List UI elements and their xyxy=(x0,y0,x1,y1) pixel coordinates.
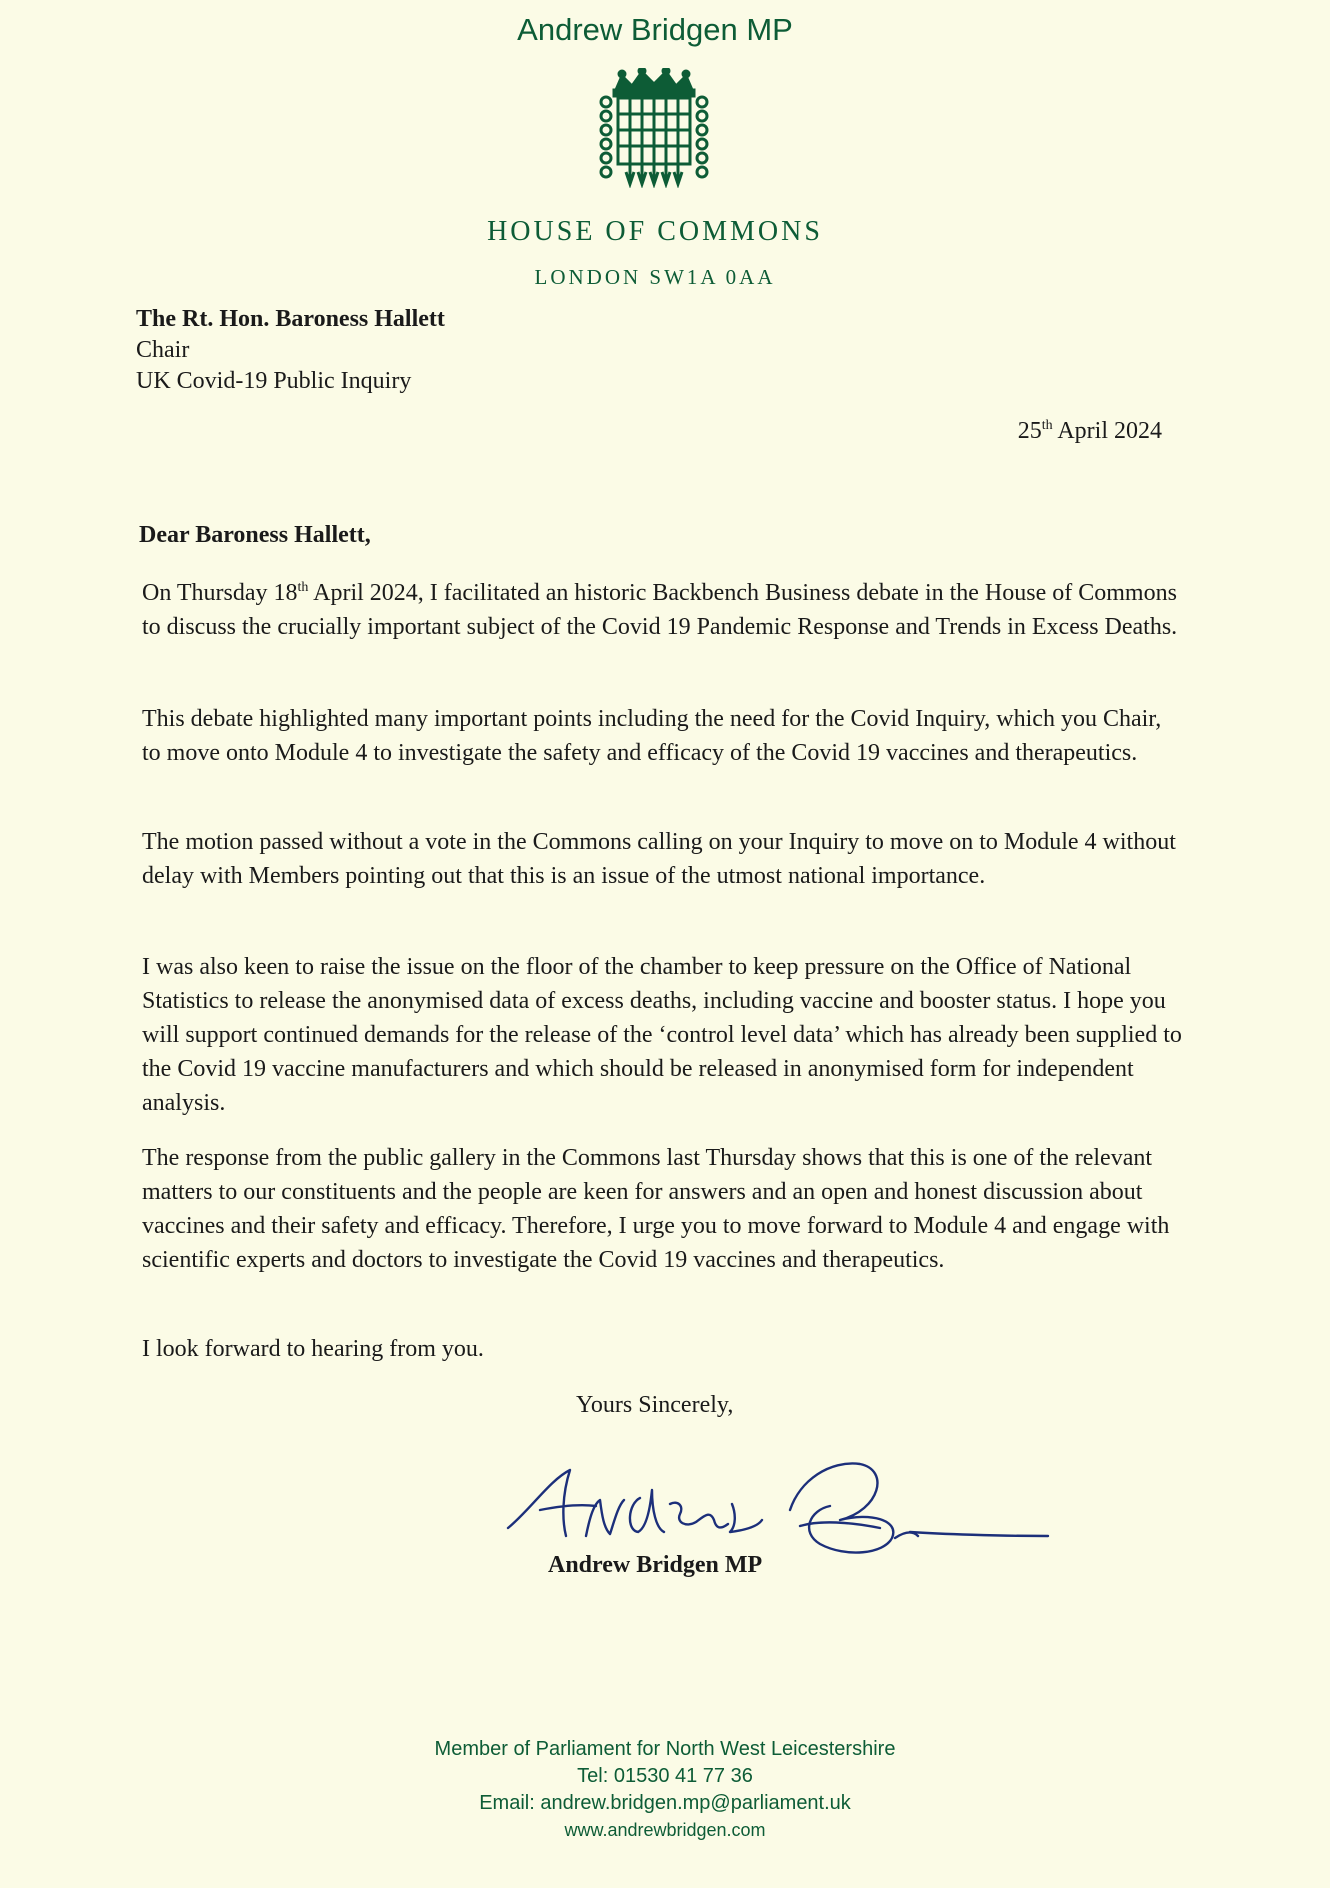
handwritten-signature xyxy=(500,1440,1050,1560)
recipient-organisation: UK Covid-19 Public Inquiry xyxy=(136,368,412,394)
footer-constituency: Member of Parliament for North West Leicestershire xyxy=(434,1738,896,1760)
footer-website: www.andrewbridgen.com xyxy=(564,1820,766,1840)
recipient-role: Chair xyxy=(136,337,190,363)
closing: Yours Sincerely, xyxy=(576,1392,734,1418)
letter-date xyxy=(1018,418,1162,445)
body-paragraph-2: This debate highlighted many important points including the need for the Covid Inquiry, which you Chair, to move onto Module 4 to investigate the safety and efficacy of the Covid 19 vaccines and therapeutics. xyxy=(142,706,1162,766)
p1-start: On Thursday 18 xyxy=(142,580,298,606)
date-day: 25 xyxy=(1017,418,1042,444)
body-paragraph-6: I look forward to hearing from you. xyxy=(142,1336,484,1362)
body-paragraph-4: I was also keen to raise the issue on the floor of the chamber to keep pressure on the Office of National Statistics to release the anonymised data of excess deaths, including vaccine and booster status. I hope you will support continued demands for the release of the ‘control level data’ which has already been supplied to the Covid 19 vaccine manufacturers and which should be released in anonymised form for independent analysis. xyxy=(142,954,1182,1116)
footer-email: Email: andrew.bridgen.mp@parliament.uk xyxy=(479,1792,851,1814)
body-paragraph-5: The response from the public gallery in the Commons last Thursday shows that this is one of the relevant matters to our constituents and the people are keen for answers and an open and honest discussion about vaccines and their safety and efficacy. Therefore, I urge you to move forward to Module 4 and engage with scientific experts and doctors to investigate the Covid 19 vaccines and therapeutics. xyxy=(142,1145,1170,1273)
body-paragraph-1 xyxy=(142,576,1182,644)
letter-footer xyxy=(0,1736,1330,1844)
recipient-block xyxy=(136,304,445,397)
date-rest: April 2024 xyxy=(1052,418,1162,444)
p1-end: April 2024, I facilitated an historic Backbench Business debate in the House of Commons to discuss the crucially important subject of the Covid 19 Pandemic Response and Trends in Excess Deaths. xyxy=(142,580,1178,640)
body-paragraph-3: The motion passed without a vote in the Commons calling on your Inquiry to move on to Module 4 without delay with Members pointing out that this is an issue of the utmost national importance. xyxy=(142,829,1176,889)
salutation: Dear Baroness Hallett, xyxy=(139,522,371,548)
footer-telephone: Tel: 01530 41 77 36 xyxy=(577,1765,753,1787)
portcullis-icon xyxy=(598,68,710,188)
letterhead-mp-name: Andrew Bridgen MP xyxy=(517,12,793,47)
p1-sup: th xyxy=(297,580,309,595)
letterhead-house: HOUSE OF COMMONS xyxy=(487,216,823,247)
letterhead-address: LONDON SW1A 0AA xyxy=(534,265,776,289)
recipient-name: The Rt. Hon. Baroness Hallett xyxy=(136,306,445,332)
signatory-name: Andrew Bridgen MP xyxy=(548,1552,763,1578)
date-suffix: th xyxy=(1041,418,1053,433)
